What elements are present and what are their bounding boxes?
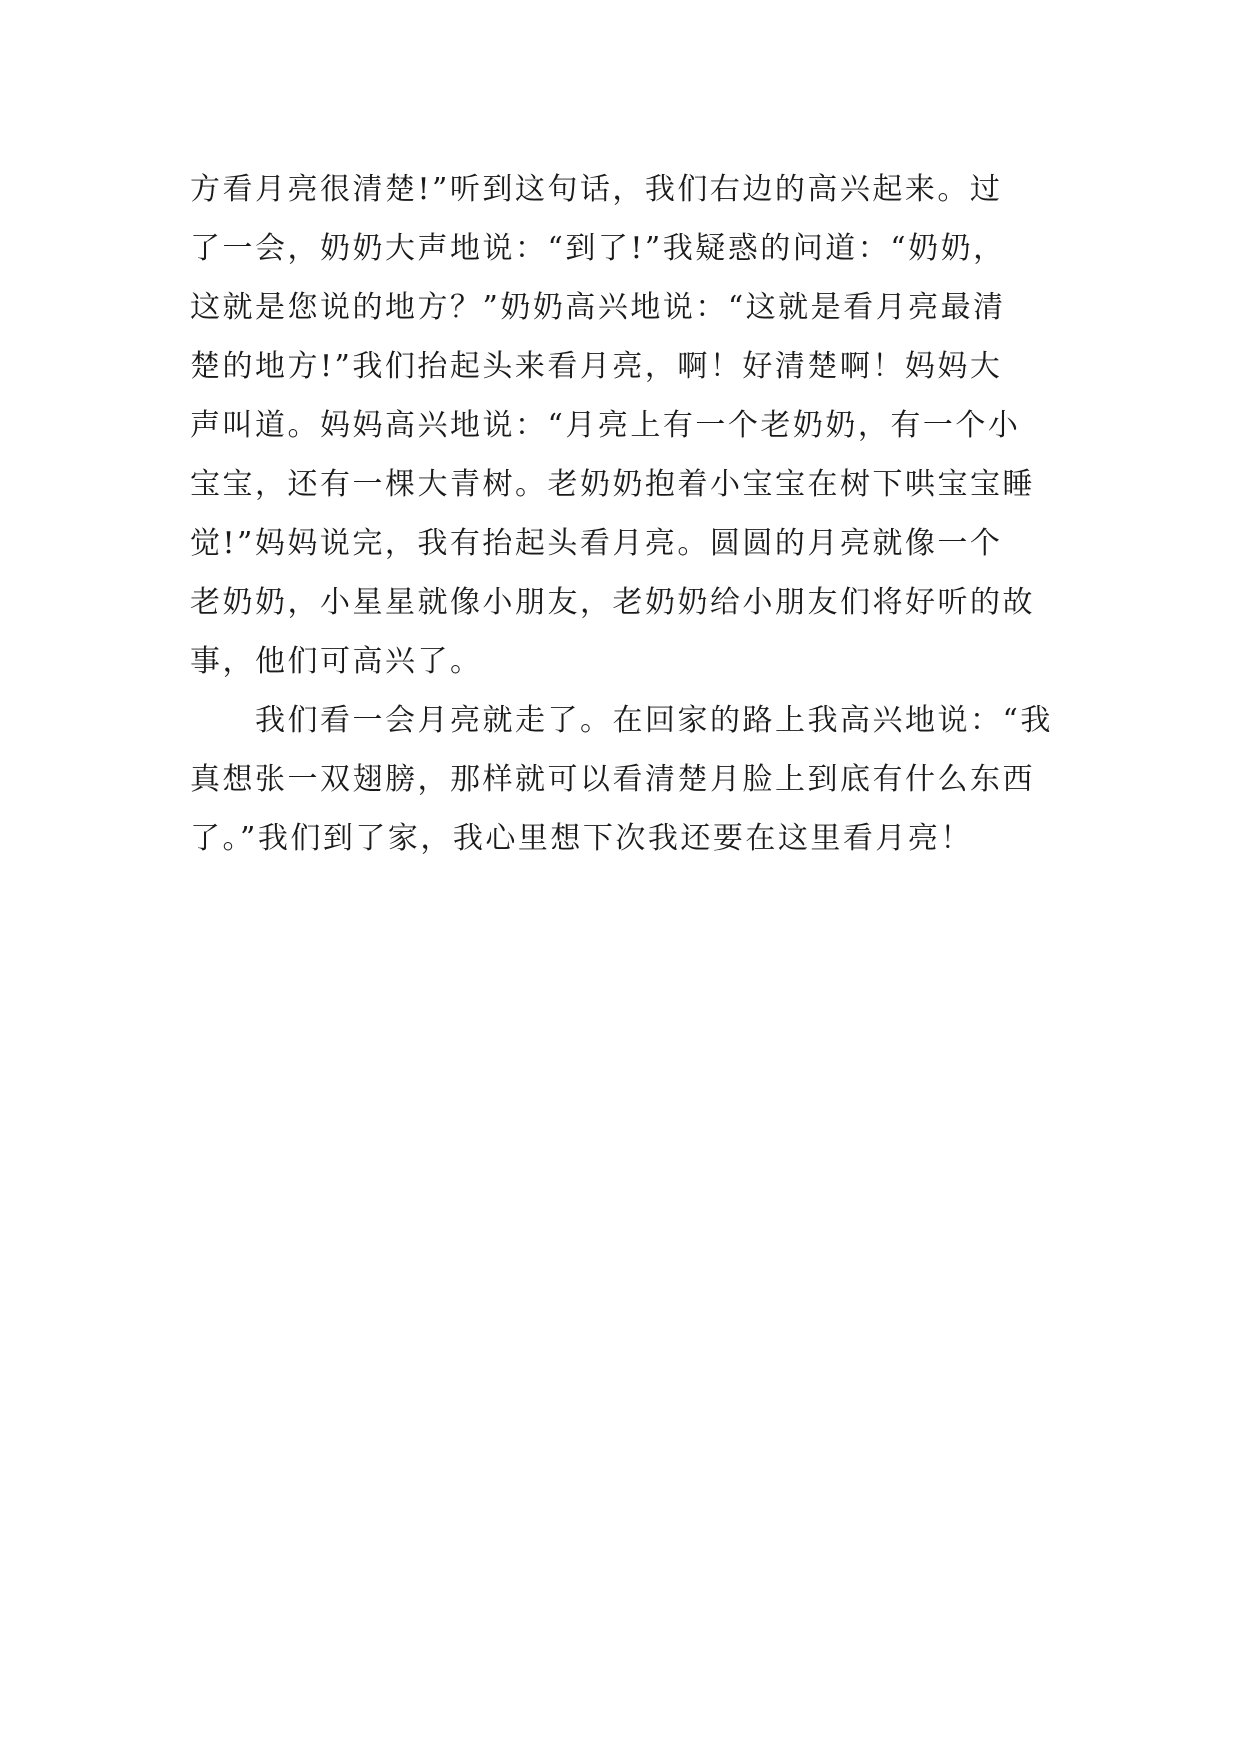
- text-line-2: 了一会，奶奶大声地说：“到了!”我疑惑的问道：“奶奶，: [190, 231, 1006, 266]
- text-line-4: 楚的地方!”我们抬起头来看月亮，啊！好清楚啊！妈妈大: [190, 349, 1003, 384]
- text-line-5: 声叫道。妈妈高兴地说：“月亮上有一个老奶奶，有一个小: [190, 408, 1021, 443]
- text-line-7: 觉!”妈妈说完，我有抬起头看月亮。圆圆的月亮就像一个: [190, 526, 1003, 561]
- text-line-1: 方看月亮很清楚!”听到这句话，我们右边的高兴起来。过: [190, 172, 1003, 207]
- text-line-11: 真想张一双翅膀，那样就可以看清楚月脸上到底有什么东西: [190, 762, 1035, 797]
- text-line-6: 宝宝，还有一棵大青树。老奶奶抱着小宝宝在树下哄宝宝睡: [190, 467, 1035, 502]
- text-line-10: 我们看一会月亮就走了。在回家的路上我高兴地说：“我: [190, 703, 1053, 738]
- text-line-3: 这就是您说的地方？”奶奶高兴地说：“这就是看月亮最清: [190, 290, 1006, 325]
- body-text: [190, 160, 1053, 868]
- text-line-8: 老奶奶，小星星就像小朋友，老奶奶给小朋友们将好听的故: [190, 585, 1035, 620]
- text-line-12: 了。”我们到了家，我心里想下次我还要在这里看月亮！: [190, 821, 973, 856]
- text-line-9: 事，他们可高兴了。: [190, 644, 483, 679]
